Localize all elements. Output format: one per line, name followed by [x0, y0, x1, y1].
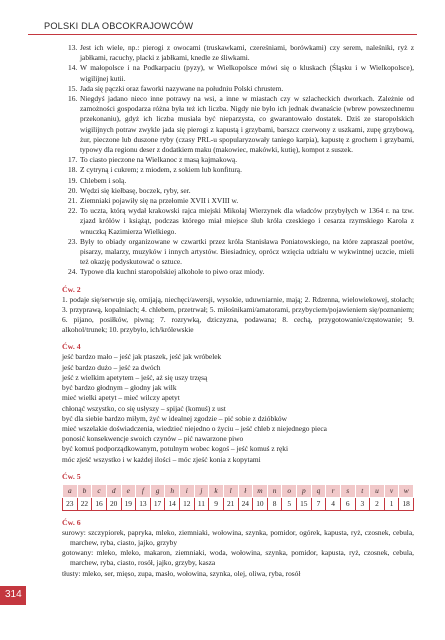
note-number: 19.	[68, 175, 78, 185]
cipher-letter-cell: k	[209, 484, 224, 497]
cipher-digit-cell: 19	[121, 497, 136, 510]
cipher-digit-cell: 3	[355, 497, 370, 510]
running-title: POLSKI DLA OBCOKRAJOWCÓW	[44, 21, 194, 31]
exercise-4-title: Ćw. 4	[62, 342, 81, 352]
header-rule	[28, 34, 417, 35]
cipher-letter-cell: d	[106, 484, 121, 497]
note-text: Chlebem i solą.	[80, 175, 127, 185]
cipher-letter-cell: c	[92, 484, 107, 497]
note-number: 23.	[68, 236, 78, 246]
cipher-letter-cell: t	[355, 484, 370, 497]
cipher-digit-cell: 6	[340, 497, 355, 510]
note-item	[62, 155, 414, 165]
cipher-letter-cell: i	[180, 484, 195, 497]
note-text: Wędzi się kiełbasę, boczek, ryby, ser.	[80, 185, 191, 195]
cipher-letters-row	[63, 484, 414, 497]
note-number: 20.	[68, 185, 78, 195]
note-text: To ciasto pieczone na Wielkanoc z masą kajmakową.	[80, 155, 238, 165]
note-number: 24.	[68, 267, 78, 277]
cipher-digit-cell: 23	[63, 497, 78, 510]
page-header	[0, 0, 445, 40]
idiom-line: jeść bardzo mało – jeść jak ptaszek, jeść jak wróbelek	[62, 352, 222, 362]
food-category-line: surowy: szczypiorek, papryka, mleko, ziemniaki, wołowina, szynka, pomidor, ogórek, kapusta, ryż, czosnek, cebula, marchew, ryba, ciasto, jajko, grzyby	[62, 527, 414, 547]
cipher-digit-cell: 16	[92, 497, 107, 510]
cipher-letter-cell: b	[77, 484, 92, 497]
cipher-letter-cell: q	[311, 484, 326, 497]
cipher-digit-cell: 8	[267, 497, 282, 510]
exercise-6-title: Ćw. 6	[62, 517, 81, 527]
cipher-letter-cell: h	[165, 484, 180, 497]
note-item	[62, 267, 414, 277]
note-text: Typowe dla kuchni staropolskiej alkohole to piwo oraz miody.	[80, 267, 265, 277]
note-text: Niegdyś jadano nieco inne potrawy na wsi, a inne w miastach czy w szlacheckich dworkach. Zależnie od zamożności gospodarza różna była też ich liczba. Nigdy nie było ich jednak dwanaście (wbrew powszechnemu przekonaniu), gdyż ich liczba musiała być nieparzysta, co gwarantowało dostatek. Dziś ze staropolskich wigilijnych potraw zwykle jada się pierogi z kapustą i grzybami, barszcz czerwony z uszkami, zupę grzybową, żur, pieczone lub duszone ryby (czasy PRL-u spopularyzowały taniego karpia), kapustę z grochem i grzybami, typowy dla regionu deser z dodatkiem maku (makowiec, makówki, kutię), kompot z suszek.	[80, 94, 414, 155]
note-item	[62, 165, 414, 175]
cipher-digit-cell: 1	[384, 497, 399, 510]
idiom-line: być komuś podporządkowanym, potulnym wobec kogoś – jeść komuś z ręki	[62, 444, 288, 454]
idiom-line: móc zjeść wszystko i w każdej ilości – móc zjeść konia z kopytami	[62, 454, 261, 464]
idiom-line: mieć wszelakie doświadczenia, wiedzieć niejedno o życiu – jeść chleb z niejednego pieca	[62, 423, 327, 433]
note-text: Z cytryną i cukrem; z miodem, z sokiem lub konfiturą.	[80, 165, 242, 175]
note-item	[62, 43, 414, 63]
note-item	[62, 196, 414, 206]
cipher-digit-cell: 11	[194, 497, 209, 510]
cipher-letter-cell: f	[136, 484, 151, 497]
notes-list	[62, 43, 414, 278]
note-text: W małopolsce i na Podkarpaciu (pyzy), w Wielkopolsce mówi się o kluskach (Śląsku i w Wielkopolsce), wigilijnej kutii.	[80, 63, 414, 83]
cipher-letter-cell: o	[282, 484, 297, 497]
cipher-digit-cell: 15	[297, 497, 312, 510]
idiom-line: chłonąć wszystko, co się usłyszy – spijać (komuś) z ust	[62, 403, 226, 413]
food-category-line: gotowany: mleko, mleko, makaron, ziemniaki, woda, wołowina, szynka, pomidor, kapusta, ryż, czosnek, cebula, marchew, ryba, ciasto, rosół, jajko, grzyby, kasza	[62, 548, 414, 568]
idiom-line: być dla siebie bardzo miłym, żyć w idealnej zgodzie – pić sobie z dzióbków	[62, 413, 287, 423]
note-item	[62, 94, 414, 155]
cipher-letter-cell: w	[399, 484, 414, 497]
idiom-line: mieć wielki apetyt – mieć wilczy apetyt	[62, 393, 180, 403]
cipher-digit-cell: 18	[399, 497, 414, 510]
cipher-digits-row	[63, 497, 414, 510]
idiom-line: ponosić konsekwencje swoich czynów – pić nawarzone piwo	[62, 434, 244, 444]
note-item	[62, 63, 414, 83]
answer-key	[62, 43, 414, 579]
note-item	[62, 176, 414, 186]
note-number: 21.	[68, 196, 78, 206]
note-text: Jada się pączki oraz faworki nazywane na południu Polski chrustem.	[80, 83, 284, 93]
cipher-letter-cell: g	[150, 484, 165, 497]
cipher-digit-cell: 2	[370, 497, 385, 510]
note-text: To uczta, którą wydał krakowski rajca miejski Mikołaj Wierzynek dla władców przybyłych w 1364 r. na tzw. zjazd królów i książąt, podczas którego miał miejsce ślub króla czeskiego i cesarza rzymskiego Karola z wnuczką Kazimierza Wielkiego.	[80, 206, 414, 236]
cipher-digit-cell: 13	[136, 497, 151, 510]
note-number: 18.	[68, 165, 78, 175]
cipher-digit-cell: 14	[165, 497, 180, 510]
cipher-digit-cell: 5	[282, 497, 297, 510]
exercise-5-title: Ćw. 5	[62, 471, 81, 481]
cipher-digit-cell: 9	[209, 497, 224, 510]
cipher-letter-cell: a	[63, 484, 78, 497]
cipher-letter-cell: j	[194, 484, 209, 497]
cipher-digit-cell: 20	[106, 497, 121, 510]
cipher-letter-cell: n	[267, 484, 282, 497]
note-text: Były to obiady organizowane w czwartki przez króla Stanisława Poniatowskiego, na które zapraszał poetów, pisarzy, malarzy, muzyków i innych artystów. Biesiadnicy, oprócz wzięcia udziału w wykwintnej uczcie, mieli też okazję podyskutować o sztuce.	[80, 236, 414, 267]
idiom-line: jeść bardzo dużo – jeść za dwóch	[62, 362, 161, 372]
cipher-letter-cell: v	[384, 484, 399, 497]
cipher-digit-cell: 17	[150, 497, 165, 510]
note-number: 17.	[68, 155, 78, 165]
note-number: 14.	[68, 63, 78, 73]
note-item	[62, 186, 414, 196]
cipher-letter-cell: m	[253, 484, 268, 497]
cipher-digit-cell: 10	[253, 497, 268, 510]
exercise-4-answers	[62, 352, 414, 464]
note-item	[62, 237, 414, 268]
cipher-letter-cell: u	[370, 484, 385, 497]
note-number: 13.	[68, 43, 78, 52]
food-category-line: tłusty: mleko, ser, mięso, zupa, masło, wołowina, szynka, olej, oliwa, ryba, rosół	[62, 568, 301, 578]
note-number: 22.	[68, 206, 78, 216]
cipher-letter-cell: ł	[238, 484, 253, 497]
cipher-table	[62, 484, 414, 511]
note-item	[62, 84, 414, 94]
cipher-digit-cell: 12	[180, 497, 195, 510]
note-text: Jest ich wiele, np.: pierogi z owocami (truskawkami, czereśniami, borówkami) czy serem, naleśniki, ryż z jabłkami, racuchy, placki z jabłkami, knedle ze śliwkami.	[80, 43, 414, 63]
exercise-2-title: Ćw. 2	[62, 284, 81, 294]
cipher-letter-cell: l	[223, 484, 238, 497]
note-number: 16.	[68, 94, 78, 104]
cipher-letter-cell: s	[340, 484, 355, 497]
cipher-digit-cell: 24	[238, 497, 253, 510]
idiom-line: być bardzo głodnym – głodny jak wilk	[62, 383, 177, 393]
cipher-digit-cell: 22	[77, 497, 92, 510]
cipher-digit-cell: 7	[311, 497, 326, 510]
cipher-letter-cell: e	[121, 484, 136, 497]
cipher-letter-cell: r	[326, 484, 341, 497]
idiom-line: jeść z wielkim apetytem – jeść, aż się uszy trzęsą	[62, 372, 208, 382]
note-text: Ziemniaki pojawiły się na przełomie XVII i XVIII w.	[80, 196, 239, 206]
exercise-6-answers	[62, 528, 414, 579]
page-number-badge	[0, 586, 26, 605]
note-number: 15.	[68, 83, 78, 93]
exercise-2-answers: 1. podaje się/serwuje się, omijają, niechęci/awersji, wysokie, uduwniarnie, mają; 2. Rdzenna, wielowiekowej, stołach; 3. przyprawą, kopalniach; 4. chlebem, przetrwał; 5. miłośnikami/amatorami, przybyciem/pojawieniem się/poznaniem; 6. pijano, posiłków, piwną; 7. rozrywką, dziczyzna, podawana; 8. cechą, przygotowanie/częstowanie; 9. alkohol/trunek; 10. przybyło, ich/królewskie	[62, 294, 414, 335]
note-item	[62, 206, 414, 237]
cipher-digit-cell: 21	[223, 497, 238, 510]
page-number: 314	[5, 589, 22, 600]
cipher-letter-cell: p	[297, 484, 312, 497]
cipher-digit-cell: 4	[326, 497, 341, 510]
